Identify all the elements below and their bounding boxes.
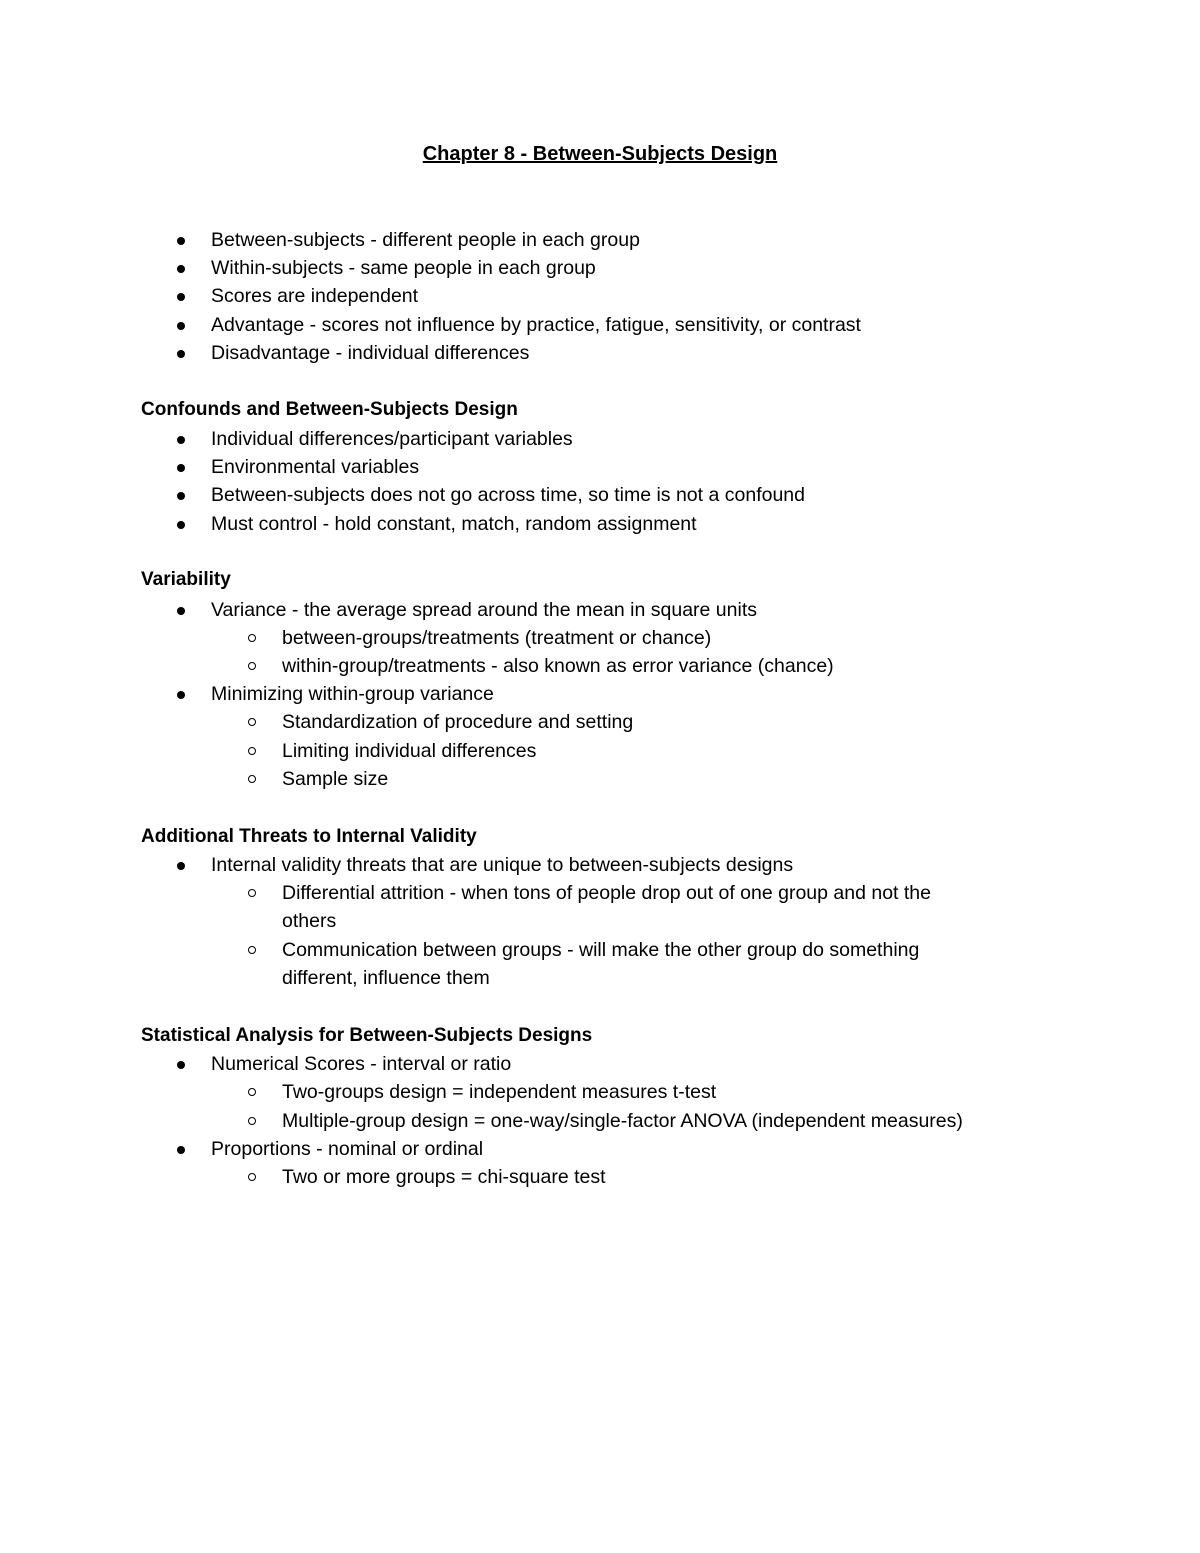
list-item: Between-subjects - different people in each group xyxy=(211,226,640,254)
list-item: Individual differences/participant variables xyxy=(211,425,573,453)
bullet-dot-icon xyxy=(177,691,185,699)
sub-list-item: Limiting individual differences xyxy=(282,737,536,765)
list-item: Within-subjects - same people in each group xyxy=(211,254,596,282)
sub-list-item: Communication between groups - will make the other group do something xyxy=(282,936,919,964)
sub-list-item: Differential attrition - when tons of people drop out of one group and not the xyxy=(282,879,931,907)
bullet-circle-icon xyxy=(248,775,256,783)
bullet-circle-icon xyxy=(248,634,256,642)
list-item: Internal validity threats that are unique to between-subjects designs xyxy=(211,851,793,879)
bullet-dot-icon xyxy=(177,322,185,330)
sub-list-item: Standardization of procedure and setting xyxy=(282,708,633,736)
bullet-circle-icon xyxy=(248,946,256,954)
sub-list-item: within-group/treatments - also known as error variance (chance) xyxy=(282,652,834,680)
bullet-dot-icon xyxy=(177,436,185,444)
bullet-dot-icon xyxy=(177,265,185,273)
list-item: Scores are independent xyxy=(211,282,418,310)
list-item: Environmental variables xyxy=(211,453,419,481)
list-item: Proportions - nominal or ordinal xyxy=(211,1135,483,1163)
bullet-dot-icon xyxy=(177,607,185,615)
section-heading-variability: Variability xyxy=(141,569,231,590)
bullet-dot-icon xyxy=(177,1146,185,1154)
bullet-circle-icon xyxy=(248,1088,256,1096)
section-heading-threats: Additional Threats to Internal Validity xyxy=(141,826,477,847)
section-heading-confounds: Confounds and Between-Subjects Design xyxy=(141,399,518,420)
bullet-dot-icon xyxy=(177,464,185,472)
list-item: Must control - hold constant, match, random assignment xyxy=(211,510,697,538)
list-item: Variance - the average spread around the mean in square units xyxy=(211,596,757,624)
list-item: Disadvantage - individual differences xyxy=(211,339,529,367)
bullet-circle-icon xyxy=(248,747,256,755)
bullet-circle-icon xyxy=(248,718,256,726)
list-item: Minimizing within-group variance xyxy=(211,680,494,708)
sub-list-item-continuation: others xyxy=(282,910,337,932)
bullet-circle-icon xyxy=(248,1173,256,1181)
bullet-circle-icon xyxy=(248,1117,256,1125)
bullet-circle-icon xyxy=(248,889,256,897)
list-item: Numerical Scores - interval or ratio xyxy=(211,1050,511,1078)
sub-list-item: Sample size xyxy=(282,765,388,793)
sub-list-item-continuation: different, influence them xyxy=(282,967,490,989)
bullet-dot-icon xyxy=(177,1061,185,1069)
page-title: Chapter 8 - Between-Subjects Design xyxy=(422,143,778,165)
bullet-dot-icon xyxy=(177,521,185,529)
section-heading-stats: Statistical Analysis for Between-Subjects Designs xyxy=(141,1025,593,1046)
bullet-dot-icon xyxy=(177,862,185,870)
list-item: Advantage - scores not influence by practice, fatigue, sensitivity, or contrast xyxy=(211,311,861,339)
list-item: Between-subjects does not go across time, so time is not a confound xyxy=(211,481,805,509)
bullet-circle-icon xyxy=(248,662,256,670)
bullet-dot-icon xyxy=(177,293,185,301)
bullet-dot-icon xyxy=(177,237,185,245)
sub-list-item: Two-groups design = independent measures t-test xyxy=(282,1078,716,1106)
sub-list-item: Multiple-group design = one-way/single-factor ANOVA (independent measures) xyxy=(282,1107,963,1135)
sub-list-item: between-groups/treatments (treatment or chance) xyxy=(282,624,711,652)
bullet-dot-icon xyxy=(177,492,185,500)
bullet-dot-icon xyxy=(177,350,185,358)
sub-list-item: Two or more groups = chi-square test xyxy=(282,1163,606,1191)
